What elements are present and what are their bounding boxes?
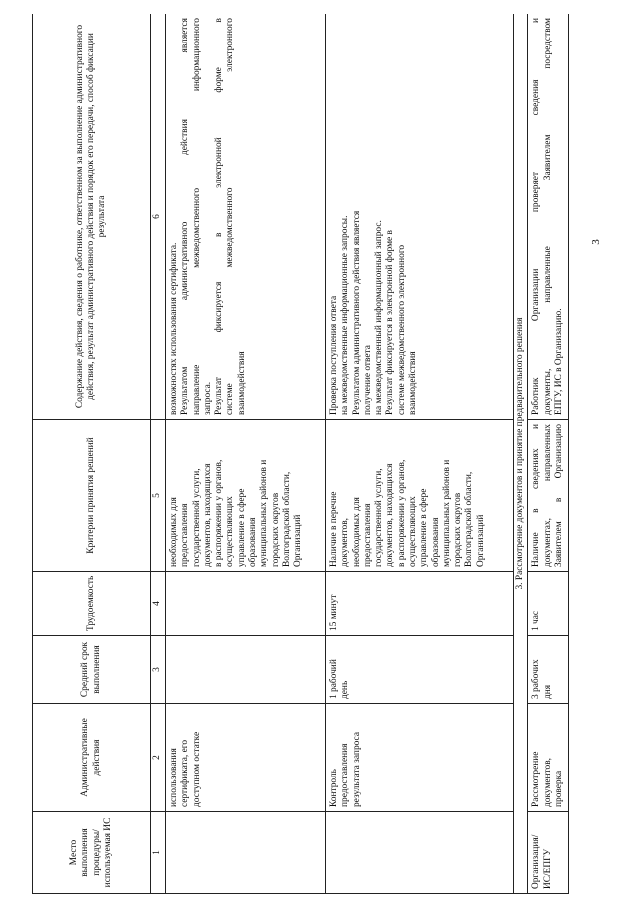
cell-criteria xyxy=(326,420,514,572)
text-line: Наличие в сведениях и xyxy=(531,424,542,567)
text-line: использования xyxy=(169,748,179,807)
text-line: городских округов xyxy=(453,492,464,567)
text-line: ЕПГУ, ИС в Организацию. xyxy=(553,308,564,415)
text-line: системе межведомственного электронного xyxy=(396,244,407,415)
cell-criteria xyxy=(528,420,569,572)
text-line: Наличие в перечне xyxy=(329,491,339,567)
text-line: на межведомственные информационные запросы. xyxy=(340,215,351,415)
section-title: 3. Рассмотрение документов и принятие предварительного решения xyxy=(514,14,528,894)
text-line: дня xyxy=(542,684,553,699)
text-line: документах, направленных xyxy=(542,424,553,567)
procedure-table xyxy=(32,14,569,894)
text-line: документов, находящихся xyxy=(385,463,396,567)
header-criteria: Критерии принятия решений xyxy=(33,420,151,572)
cell-content xyxy=(166,14,326,420)
text-line: сертификата, его xyxy=(180,739,191,807)
text-line: муниципальных районов и xyxy=(441,459,452,567)
text-line: направление межведомственного информационного xyxy=(191,18,202,415)
col-number: 5 xyxy=(151,420,166,572)
page-number: 3 xyxy=(590,239,602,245)
text-line: необходимых для xyxy=(169,497,179,567)
text-line: документов, xyxy=(542,758,553,807)
text-line: получение ответа xyxy=(362,345,373,415)
col-number: 2 xyxy=(151,704,166,812)
text-line: государственной услуги, xyxy=(191,468,202,567)
text-line: Результат фиксируется в электронной форме в xyxy=(385,230,396,415)
cell-place xyxy=(166,812,326,894)
text-line: Организация/ xyxy=(531,834,542,889)
text-line: образования xyxy=(430,517,441,567)
cell-content xyxy=(326,14,514,420)
text-line: документы, направленные Заявителем посредством xyxy=(542,18,553,415)
cell-term xyxy=(528,636,569,704)
header-labor: Трудоемкость xyxy=(33,572,151,636)
text-line: предоставления xyxy=(362,503,373,567)
text-line: день xyxy=(340,680,351,699)
cell-place xyxy=(528,812,569,894)
text-line: 1 рабочий xyxy=(329,659,339,699)
text-line: в распоряжении у органов, xyxy=(214,459,225,567)
section-row xyxy=(514,14,528,894)
text-line: осуществляющих xyxy=(407,496,418,567)
table-row xyxy=(166,14,326,894)
text-line: Результатом административного действия является xyxy=(180,18,191,415)
text-line: Проверка поступления ответа xyxy=(329,295,339,415)
text-line: осуществляющих xyxy=(225,496,236,567)
col-number: 6 xyxy=(151,14,166,420)
header-place: Место выполнения процедуры/ используемая ИС xyxy=(33,812,151,894)
col-number: 1 xyxy=(151,812,166,894)
text-line: управление в сфере xyxy=(419,488,430,567)
cell-actions xyxy=(326,704,514,812)
text-line: образования xyxy=(247,517,258,567)
cell-labor: 1 час xyxy=(528,572,569,636)
text-line: государственной услуги, xyxy=(374,468,385,567)
cell-labor xyxy=(166,572,326,636)
table-row xyxy=(326,14,514,894)
col-number: 3 xyxy=(151,636,166,704)
cell-actions xyxy=(528,704,569,812)
table-container xyxy=(32,14,580,894)
cell-criteria xyxy=(166,420,326,572)
text-line: результата запроса xyxy=(351,732,362,807)
cell-term xyxy=(326,636,514,704)
text-line: предоставления xyxy=(340,743,351,807)
cell-actions xyxy=(166,704,326,812)
text-line: Контроль xyxy=(329,769,339,807)
text-line: Волгоградской области, xyxy=(464,471,475,567)
text-line: Рассмотрение xyxy=(531,751,542,807)
text-line: запроса. xyxy=(202,381,213,415)
text-line: возможностях использования сертификата. xyxy=(169,242,179,415)
rotated-page xyxy=(32,14,580,894)
text-line: Результатом административного действия является xyxy=(351,210,362,415)
text-line: взаимодействия xyxy=(236,351,247,415)
text-line: документов, находящихся xyxy=(202,463,213,567)
text-line: городских округов xyxy=(270,492,281,567)
header-row xyxy=(33,14,151,894)
cell-labor: 15 минут xyxy=(326,572,514,636)
text-line: документов, xyxy=(340,518,351,567)
header-content: Содержание действия, сведения о работнике, ответственном за выполнение административного действия, результат административного действия и порядок его передачи, способ фиксации результата xyxy=(33,14,151,420)
text-line: необходимых для xyxy=(351,497,362,567)
cell-content xyxy=(528,14,569,420)
text-line: в распоряжении у органов, xyxy=(396,459,407,567)
header-actions: Административные действия xyxy=(33,704,151,812)
header-term: Средний срок выполнения xyxy=(33,636,151,704)
text-line: на межведомственный информационный запрос. xyxy=(374,220,385,415)
text-line: Организаций xyxy=(293,514,304,567)
cell-term xyxy=(166,636,326,704)
text-line: управление в сфере xyxy=(236,488,247,567)
text-line: предоставления xyxy=(180,503,191,567)
cell-place xyxy=(326,812,514,894)
text-line: Волгоградской области, xyxy=(281,471,292,567)
text-line: ИС/ЕПГУ xyxy=(542,848,553,889)
text-line: муниципальных районов и xyxy=(259,459,270,567)
text-line: 3 рабочих xyxy=(531,659,542,699)
text-line: Работник Организации проверяет сведения и xyxy=(531,18,542,415)
text-line: системе межведомственного электронного xyxy=(225,18,236,415)
text-line: доступном остатке xyxy=(191,731,202,807)
text-line: Заявителем в Организацию xyxy=(553,424,564,567)
text-line: взаимодействия xyxy=(407,351,418,415)
text-line: Результат фиксируется в электронной форме в xyxy=(214,18,225,415)
text-line: проверка xyxy=(553,770,564,807)
column-numbers-row xyxy=(151,14,166,894)
table-row xyxy=(528,14,569,894)
text-line: Организаций xyxy=(475,514,486,567)
col-number: 4 xyxy=(151,572,166,636)
